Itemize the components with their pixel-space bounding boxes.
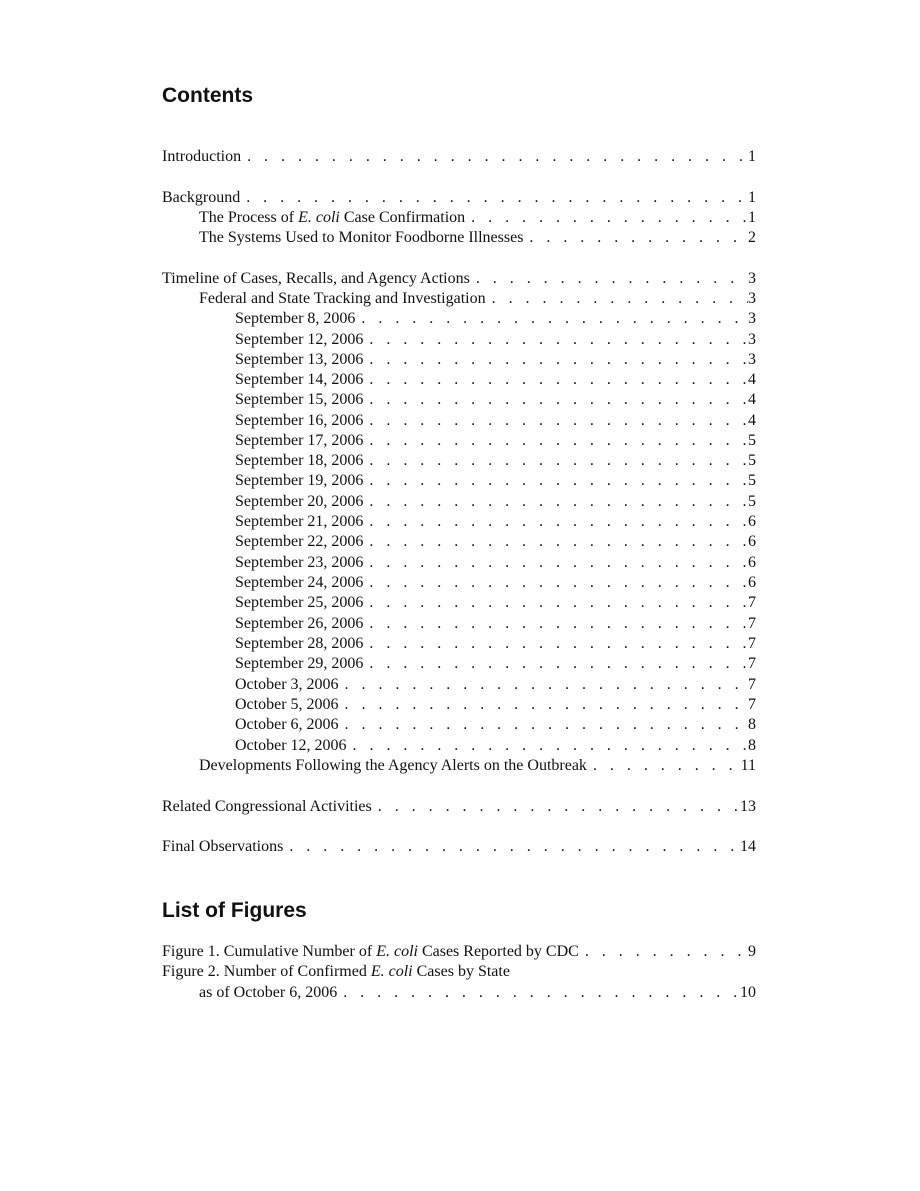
dot-leader bbox=[486, 289, 748, 309]
toc-page-number: 8 bbox=[748, 737, 756, 754]
toc-entry-date[interactable]: September 21, 2006 . . . 6 bbox=[235, 512, 756, 532]
toc-page-number: 6 bbox=[748, 533, 756, 550]
toc-entry-monitoring-systems[interactable] bbox=[199, 228, 756, 248]
toc-entry-date[interactable]: September 18, 2006 . . . 5 bbox=[235, 451, 756, 471]
toc-entry-date[interactable]: October 6, 2006 . . . 8 bbox=[235, 715, 756, 735]
toc-page-number: 4 bbox=[748, 412, 756, 429]
toc-entry-case-confirmation[interactable] bbox=[199, 208, 756, 228]
toc-page-number: 7 bbox=[748, 635, 756, 652]
toc-page-number: 11 bbox=[740, 757, 756, 774]
toc-entry-title: Federal and State Tracking and Investigation bbox=[199, 290, 486, 307]
toc-page-number: 13 bbox=[740, 798, 756, 815]
toc-entry-federal-state-tracking[interactable] bbox=[199, 289, 756, 309]
toc-entry-date[interactable]: September 16, 2006 . . . 4 bbox=[235, 411, 756, 431]
dot-leader bbox=[347, 736, 748, 756]
dot-leader bbox=[363, 492, 748, 512]
toc-page-number: 8 bbox=[748, 716, 756, 733]
dot-leader bbox=[363, 370, 748, 390]
toc-page-number: 1 bbox=[748, 148, 756, 165]
toc-page-number: 1 bbox=[748, 189, 756, 206]
toc-entry-date[interactable]: September 20, 2006 . . . 5 bbox=[235, 492, 756, 512]
dot-leader bbox=[363, 350, 748, 370]
toc-page-number: 7 bbox=[748, 615, 756, 632]
dot-leader bbox=[339, 715, 748, 735]
toc-entry-date[interactable]: October 5, 2006 . . . 7 bbox=[235, 695, 756, 715]
toc-entry-date[interactable]: September 13, 2006 . . . 3 bbox=[235, 350, 756, 370]
figure-entry-2[interactable] bbox=[199, 983, 756, 1003]
toc-page-number: 3 bbox=[748, 351, 756, 368]
dot-leader bbox=[355, 309, 748, 329]
figure-page-number: 10 bbox=[740, 984, 756, 1001]
toc-entry-title: The Process of E. coli Case Confirmation bbox=[199, 209, 466, 226]
toc-page-number: 7 bbox=[748, 655, 756, 672]
dot-leader bbox=[363, 553, 748, 573]
toc-entry-date[interactable]: September 22, 2006 . . . 6 bbox=[235, 532, 756, 552]
dot-leader bbox=[363, 431, 748, 451]
dot-leader bbox=[363, 471, 748, 491]
toc-entry-title: The Systems Used to Monitor Foodborne Illnesses bbox=[199, 229, 524, 246]
toc-page-number: 14 bbox=[740, 838, 756, 855]
toc-page-number: 6 bbox=[748, 574, 756, 591]
dot-leader bbox=[363, 411, 748, 431]
dot-leader bbox=[283, 837, 740, 857]
toc-page-number: 4 bbox=[748, 371, 756, 388]
toc-page-number: 5 bbox=[748, 472, 756, 489]
figure-entry-2-first-line[interactable]: Figure 2. Number of Confirmed E. coli Cases by State bbox=[162, 963, 510, 980]
toc-page-number: 6 bbox=[748, 513, 756, 530]
dot-leader bbox=[579, 942, 748, 962]
toc-page-number: 5 bbox=[748, 493, 756, 510]
figure-entry-title: Figure 1. Cumulative Number of E. coli Cases Reported by CDC bbox=[162, 943, 579, 960]
dot-leader bbox=[363, 512, 748, 532]
toc-entry-date[interactable]: September 28, 2006 . . . 7 bbox=[235, 634, 756, 654]
toc-page-number: 4 bbox=[748, 391, 756, 408]
toc-entry-date[interactable]: September 15, 2006 . . . 4 bbox=[235, 390, 756, 410]
dot-leader bbox=[240, 188, 748, 208]
dot-leader bbox=[363, 654, 748, 674]
toc-entry-date[interactable]: October 12, 2006 . . . 8 bbox=[235, 736, 756, 756]
toc-entry-date[interactable]: September 17, 2006 . . . 5 bbox=[235, 431, 756, 451]
dot-leader bbox=[363, 451, 748, 471]
toc-entry-date[interactable]: September 12, 2006 . . . 3 bbox=[235, 330, 756, 350]
toc-page-number: 7 bbox=[748, 696, 756, 713]
dot-leader bbox=[363, 532, 748, 552]
toc-entry-timeline[interactable] bbox=[162, 269, 756, 289]
figure-page-number: 9 bbox=[748, 943, 756, 960]
toc-entry-date[interactable]: September 29, 2006 . . . 7 bbox=[235, 654, 756, 674]
dot-leader bbox=[363, 614, 748, 634]
list-of-figures-heading: List of Figures bbox=[162, 899, 307, 922]
toc-entry-date[interactable]: September 19, 2006 . . . 5 bbox=[235, 471, 756, 491]
toc-entry-date[interactable]: September 23, 2006 . . . 6 bbox=[235, 553, 756, 573]
dot-leader bbox=[363, 573, 748, 593]
toc-entry-background[interactable] bbox=[162, 188, 756, 208]
dot-leader bbox=[363, 330, 748, 350]
toc-entry-date[interactable]: October 3, 2006 . . . 7 bbox=[235, 675, 756, 695]
dot-leader bbox=[337, 983, 740, 1003]
toc-entry-title: Background bbox=[162, 189, 241, 206]
dot-leader bbox=[523, 228, 748, 248]
toc-entry-date[interactable]: September 8, 2006 . . . 3 bbox=[235, 309, 756, 329]
toc-page-number: 6 bbox=[748, 554, 756, 571]
toc-page-number: 2 bbox=[748, 229, 756, 246]
dot-leader bbox=[339, 675, 748, 695]
toc-page-number: 7 bbox=[748, 594, 756, 611]
toc-entry-date[interactable]: September 14, 2006 . . . 4 bbox=[235, 370, 756, 390]
toc-entry-final-observations[interactable] bbox=[162, 837, 756, 857]
toc-entry-title: Related Congressional Activities bbox=[162, 798, 372, 815]
toc-page-number: 5 bbox=[748, 452, 756, 469]
toc-page-number: 3 bbox=[748, 310, 756, 327]
toc-entry-date[interactable]: September 26, 2006 . . . 7 bbox=[235, 614, 756, 634]
toc-entry-title: Developments Following the Agency Alerts on the Outbreak bbox=[199, 757, 587, 774]
toc-entry-congressional-activities[interactable] bbox=[162, 797, 756, 817]
dot-leader bbox=[587, 756, 741, 776]
dot-leader bbox=[339, 695, 748, 715]
dot-leader bbox=[241, 147, 748, 167]
contents-heading: Contents bbox=[162, 84, 253, 107]
toc-entry-developments[interactable] bbox=[199, 756, 756, 776]
toc-page-number: 3 bbox=[748, 270, 756, 287]
toc-page-number: 3 bbox=[748, 331, 756, 348]
dot-leader bbox=[363, 390, 748, 410]
dot-leader bbox=[363, 634, 748, 654]
dot-leader bbox=[465, 208, 748, 228]
figure-entry-1[interactable] bbox=[162, 942, 756, 962]
toc-entry-date[interactable]: September 25, 2006 . . . 7 bbox=[235, 593, 756, 613]
toc-entry-title: Introduction bbox=[162, 148, 242, 165]
dot-leader bbox=[470, 269, 748, 289]
toc-page-number: 3 bbox=[748, 290, 756, 307]
toc-page-number: 7 bbox=[748, 676, 756, 693]
dot-leader bbox=[363, 593, 748, 613]
toc-entry-date[interactable]: September 24, 2006 . . . 6 bbox=[235, 573, 756, 593]
dot-leader bbox=[372, 797, 740, 817]
toc-entry-title: Timeline of Cases, Recalls, and Agency Actions bbox=[162, 270, 470, 287]
toc-page-number: 1 bbox=[748, 209, 756, 226]
toc-page-number: 5 bbox=[748, 432, 756, 449]
toc-entry-title: Final Observations bbox=[162, 838, 284, 855]
figure-entry-title: as of October 6, 2006 bbox=[199, 984, 338, 1001]
toc-entry-introduction[interactable] bbox=[162, 147, 756, 167]
